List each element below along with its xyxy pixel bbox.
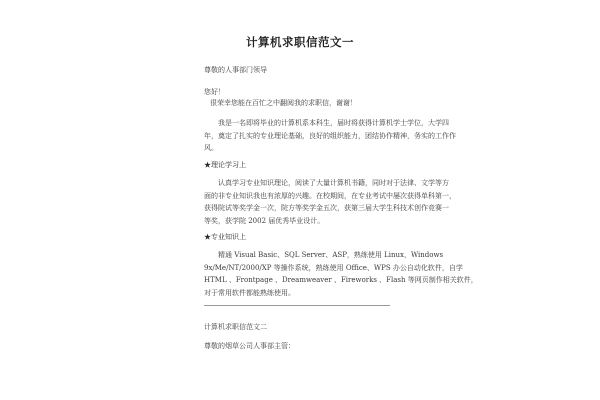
- theory-line: 面的非专业知识我也有浓厚的兴趣。在校期间，在专业考试中屡次获得单科第一，: [204, 191, 456, 200]
- skills-paragraph: [204, 249, 478, 299]
- second-letter-title: 计算机求职信范文二: [204, 323, 267, 331]
- thanks-line: 很荣幸您能在百忙之中翻阅我的求职信，谢谢！: [210, 99, 357, 107]
- greeting: 您好！: [204, 88, 225, 96]
- skills-line: 9x/Me/NT/2000/XP 等操作系统，熟练使用 Office、WPS 办公自动化软件，自学: [204, 263, 463, 272]
- skills-line: HTML 、Frontpage 、Dreamweaver 、Fireworks 、Flash 等网页制作相关软件，: [204, 276, 478, 285]
- theory-paragraph: [204, 177, 456, 227]
- section-heading-theory: ★理论学习上: [204, 161, 246, 169]
- second-salutation: 尊敬的烟草公司人事部主管：: [204, 342, 295, 350]
- salutation: 尊敬的人事部门领导: [204, 66, 267, 74]
- theory-line: 获得院试等奖学金一次，院方等奖学金五次，获第三届大学生科技术创作竞赛一: [204, 204, 449, 213]
- section-divider: [204, 305, 390, 306]
- intro-line: 年，奠定了扎实的专业理论基础，良好的组织能力，团结协作精神，务实的工作作: [204, 131, 456, 140]
- skills-line: 对于常用软件都能熟练使用。: [204, 288, 295, 297]
- intro-paragraph: [204, 117, 456, 155]
- theory-line: 认真学习专业知识理论，阅读了大量计算机书籍，同时对于法律、文学等方: [218, 179, 449, 187]
- theory-line: 等奖，获学院 2002 届优秀毕业设计。: [204, 216, 325, 225]
- section-heading-skills: ★专业知识上: [204, 233, 246, 241]
- skills-line: 精通 Visual Basic、SQL Server、ASP，熟练使用 Linux，Windows: [218, 251, 444, 259]
- intro-line: 风。: [204, 144, 218, 153]
- intro-line: 我是一名即将毕业的计算机系本科生，届时将获得计算机学士学位，大学四: [218, 119, 449, 127]
- document-title: 计算机求职信范文一: [246, 35, 354, 49]
